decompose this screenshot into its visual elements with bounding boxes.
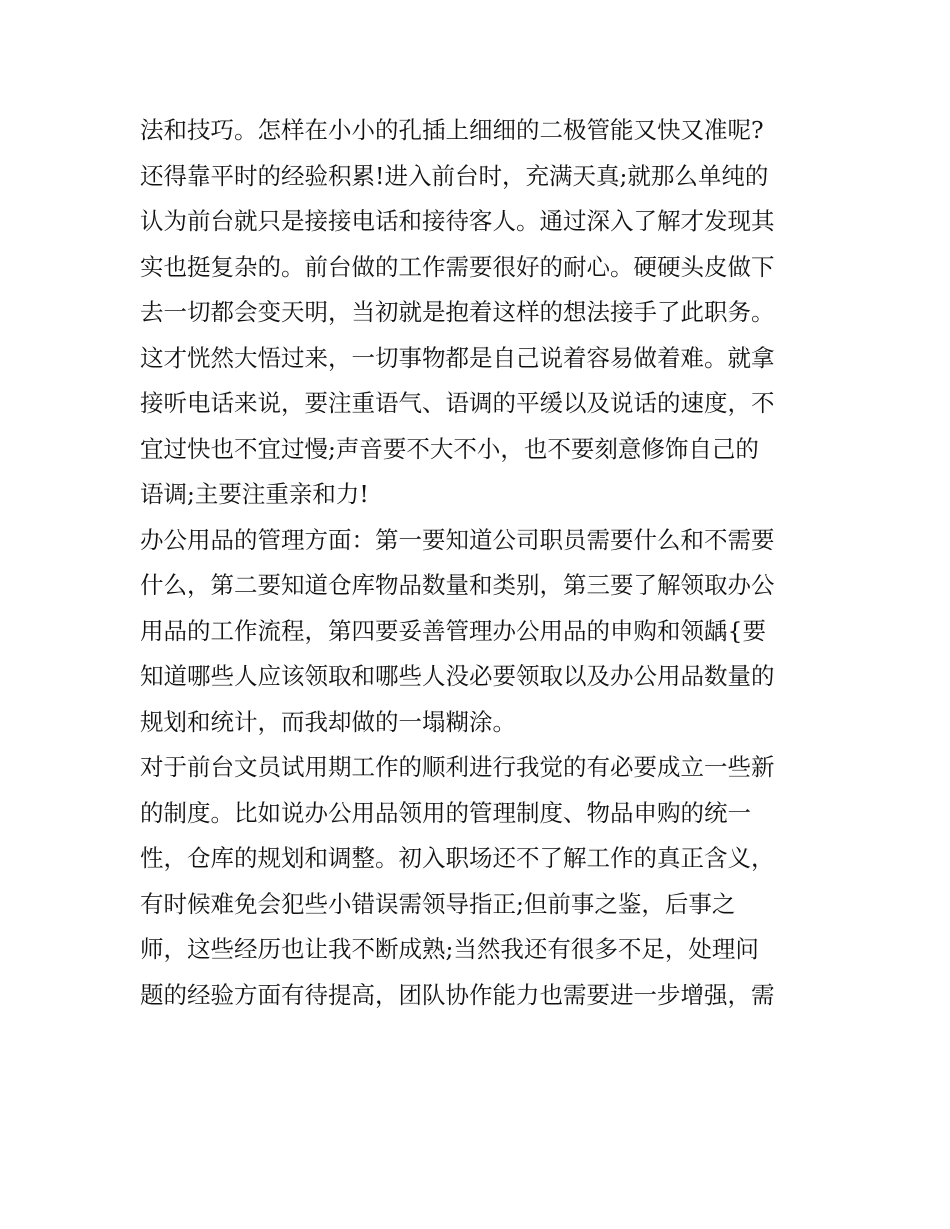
text-line: 性，仓库的规划和调整。初入职场还不了解工作的真正含义，: [140, 844, 775, 872]
text-line: 语调;主要注重亲和力!: [140, 480, 369, 508]
text-line: 的制度。比如说办公用品领用的管理制度、物品申购的统一: [140, 798, 751, 827]
text-line: 题的经验方面有待提高，团队协作能力也需要进一步增强，需: [140, 980, 775, 1009]
text-line: 知道哪些人应该领取和哪些人没必要领取以及办公用品数量的: [140, 662, 775, 690]
body-text: [140, 108, 820, 1018]
text-line: 师，这些经历也让我不断成熟;当然我还有很多不足，处理问: [140, 935, 759, 963]
text-line: 什么，第二要知道仓库物品数量和类别，第三要了解领取办公: [140, 571, 775, 599]
text-line: 去一切都会变天明，当初就是抱着这样的想法接手了此职务。: [140, 298, 775, 326]
text-line: 用品的工作流程，第四要妥善管理办公用品的申购和领龋{要: [140, 616, 766, 645]
text-line: 认为前台就只是接接电话和接待客人。通过深入了解才发现其: [140, 207, 775, 235]
text-line: 实也挺复杂的。前台做的工作需要很好的耐心。硬硬头皮做下: [140, 252, 775, 281]
text-line: 法和技巧。怎样在小小的孔插上细细的二极管能又快又准呢?: [140, 116, 764, 144]
text-line: 规划和统计，而我却做的一塌糊涂。: [140, 707, 516, 736]
text-line: 办公用品的管理方面：第一要知道公司职员需要什么和不需要: [140, 525, 775, 554]
text-line: 这才恍然大悟过来，一切事物都是自己说着容易做着难。就拿: [140, 343, 775, 372]
text-line: 接听电话来说，要注重语气、语调的平缓以及说话的速度，不: [140, 389, 775, 417]
text-line: 有时候难免会犯些小错误需领导指正;但前事之鉴，后事之: [140, 889, 736, 918]
text-line: 对于前台文员试用期工作的顺利进行我觉的有必要成立一些新: [140, 753, 775, 781]
text-line: 还得靠平时的经验积累!进入前台时，充满天真;就那么单纯的: [140, 161, 769, 190]
text-line: 宜过快也不宜过慢;声音要不大不小，也不要刻意修饰自己的: [140, 434, 759, 463]
